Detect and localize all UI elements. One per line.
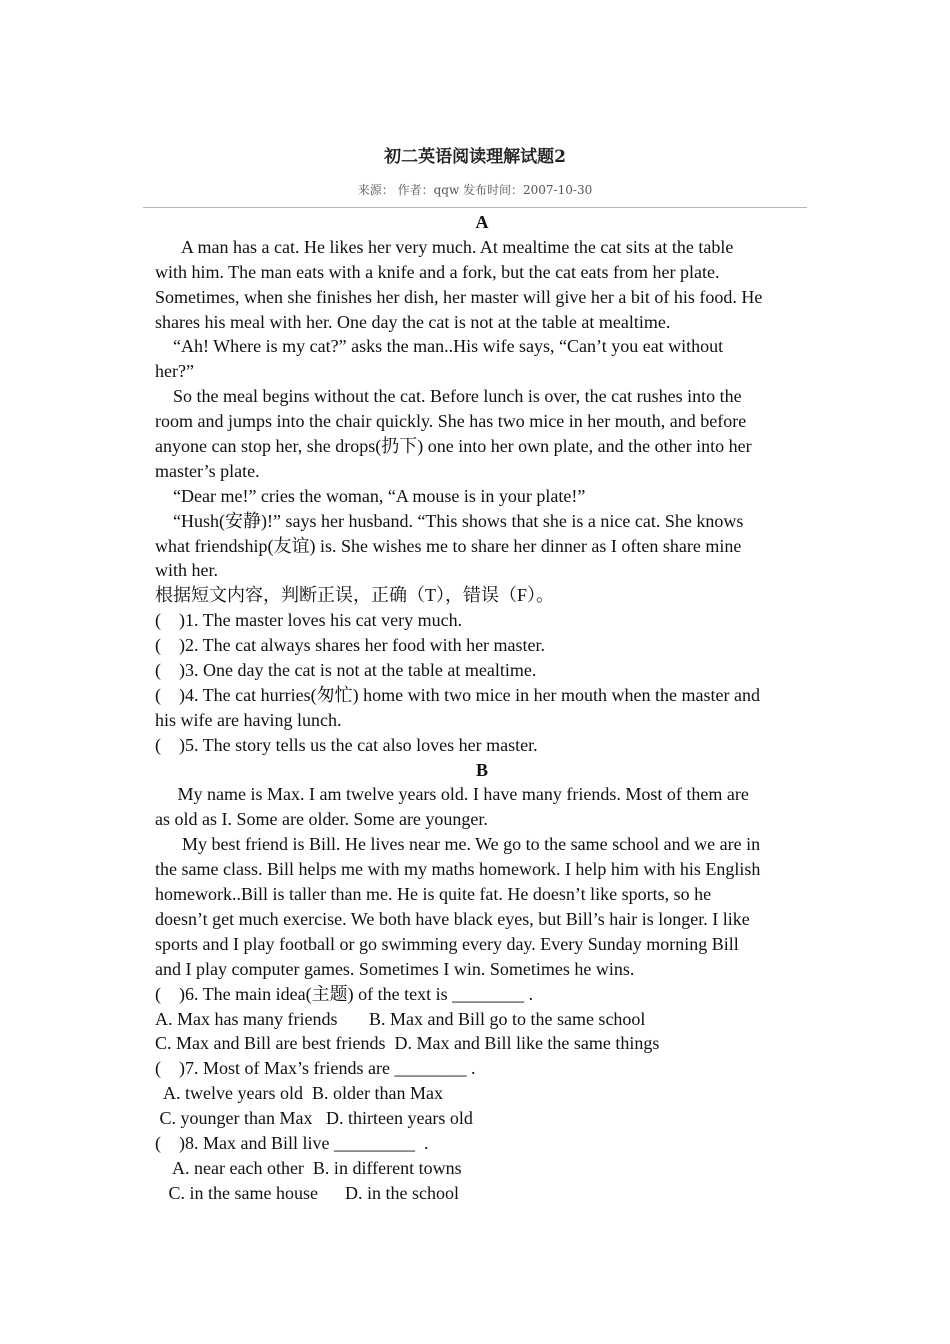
section-heading-a: A — [475, 212, 489, 232]
text-line: So the meal begins without the cat. Before lunch is over, the cat rushes into the — [155, 386, 742, 407]
text-line: anyone can stop her, she drops(扔下) one into her own plate, and the other into her — [155, 436, 752, 457]
header-divider — [143, 207, 807, 208]
section-heading-b: B — [475, 759, 488, 780]
text-line: homework..Bill is taller than me. He is quite fat. He doesn’t like sports, so he — [155, 884, 712, 905]
text-line: ( )3. One day the cat is not at the table at mealtime. — [155, 660, 537, 681]
text-line: “Dear me!” cries the woman, “A mouse is in your plate!” — [155, 485, 586, 506]
article-meta: 来源： 作者：qqw 发布时间：2007-10-30 — [357, 183, 593, 197]
text-line: ( )4. The cat hurries(匆忙) home with two mice in her mouth when the master and — [155, 684, 761, 705]
passage-b — [155, 782, 815, 1205]
text-line: as old as I. Some are older. Some are younger. — [155, 809, 488, 830]
text-line: My name is Max. I am twelve years old. I have many friends. Most of them are — [155, 784, 749, 805]
passage-a — [155, 235, 815, 758]
text-line: A. twelve years old B. older than Max — [155, 1083, 443, 1104]
article-body — [155, 210, 815, 1206]
text-line: sports and I play football or go swimming every day. Every Sunday morning Bill — [155, 933, 739, 954]
text-line: doesn’t get much exercise. We both have black eyes, but Bill’s hair is longer. I like — [155, 908, 750, 929]
text-line: what friendship(友谊) is. She wishes me to share her dinner as I often share mine — [155, 535, 742, 556]
text-line: “Ah! Where is my cat?” asks the man..His wife says, “Can’t you eat without — [155, 336, 724, 357]
text-line: with him. The man eats with a knife and a fork, but the cat eats from her plate. — [155, 261, 720, 282]
page-title: 初二英语阅读理解试题2 — [384, 147, 566, 167]
text-line: with her. — [155, 560, 218, 581]
text-line: C. younger than Max D. thirteen years old — [155, 1108, 473, 1129]
text-line: A. near each other B. in different towns — [155, 1157, 462, 1178]
text-line: the same class. Bill helps me with my maths homework. I help him with his English — [155, 859, 761, 880]
text-line: “Hush(安静)!” says her husband. “This shows that she is a nice cat. She knows — [155, 510, 744, 531]
text-line: room and jumps into the chair quickly. She has two mice in her mouth, and before — [155, 411, 747, 432]
text-line: C. Max and Bill are best friends D. Max and Bill like the same things — [155, 1033, 660, 1054]
text-line: his wife are having lunch. — [155, 709, 342, 730]
text-line: ( )6. The main idea(主题) of the text is ________ . — [155, 983, 534, 1004]
text-line: master’s plate. — [155, 460, 260, 481]
text-line: 根据短文内容，判断正误，正确（T），错误（F）。 — [155, 585, 555, 606]
text-line: ( )7. Most of Max’s friends are ________ . — [155, 1058, 476, 1079]
text-line: shares his meal with her. One day the cat is not at the table at mealtime. — [155, 311, 671, 332]
text-line: and I play computer games. Sometimes I win. Sometimes he wins. — [155, 958, 635, 979]
text-line: C. in the same house D. in the school — [155, 1182, 459, 1203]
text-line: My best friend is Bill. He lives near me. We go to the same school and we are in — [155, 834, 761, 855]
text-line: A. Max has many friends B. Max and Bill go to the same school — [155, 1008, 646, 1029]
text-line: Sometimes, when she finishes her dish, her master will give her a bit of his food. He — [155, 286, 763, 307]
text-line: ( )1. The master loves his cat very much. — [155, 610, 463, 631]
text-line: her?” — [155, 361, 194, 382]
text-line: ( )8. Max and Bill live _________ . — [155, 1132, 429, 1153]
text-line: ( )5. The story tells us the cat also loves her master. — [155, 734, 538, 755]
text-line: ( )2. The cat always shares her food with her master. — [155, 635, 546, 656]
text-line: A man has a cat. He likes her very much. At mealtime the cat sits at the table — [155, 236, 734, 257]
